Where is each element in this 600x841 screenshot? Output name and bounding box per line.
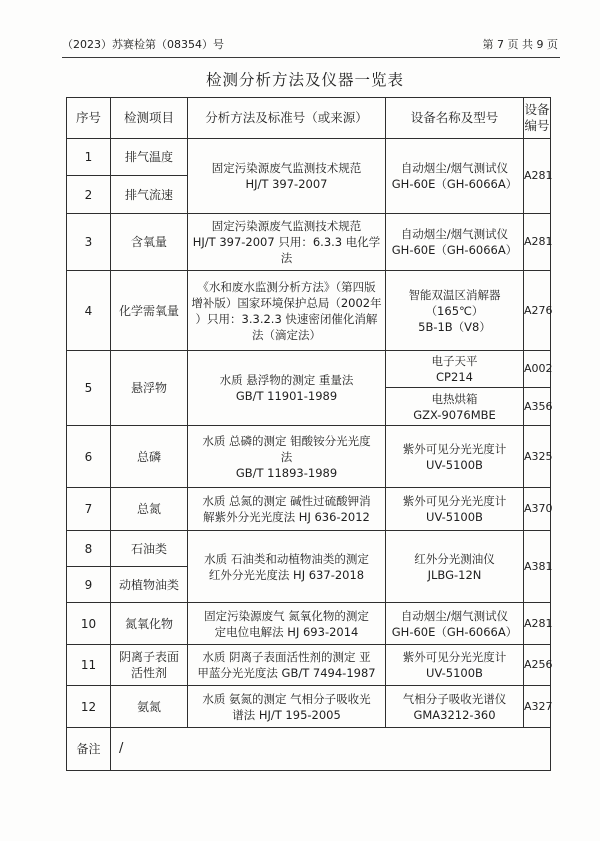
row-item [111,603,188,645]
row-item [111,488,188,531]
equipment-line: UV-5100B [426,666,483,680]
table-row [67,426,551,488]
remarks-label: 备注 [67,728,111,771]
row-item [111,531,188,567]
header-code-line: 设备 [524,102,550,117]
header-divider [62,57,560,58]
row-method [188,271,386,351]
equipment-line: UV-5100B [426,510,483,524]
row-method [188,645,386,686]
method-line: 固定污染源废气 氮氧化物的测定 [204,608,369,623]
page-number: 第 7 页 共 9 页 [482,38,558,51]
row-equipment [386,488,524,531]
row-equipment [386,645,524,686]
row-equipment [386,351,524,388]
equipment-line: 5B-1B（V8） [418,319,491,334]
method-line: GB/T 11893-1989 [235,465,338,480]
equipment-line: CP214 [436,370,473,384]
equipment-line: GH-60E（GH-6066A） [391,177,518,191]
row-equipment [386,426,524,488]
equipment-line: GH-60E（GH-6066A） [391,624,518,639]
row-no: 9 [67,567,111,603]
table-row [67,271,551,351]
remarks-value: / [111,728,551,771]
item-line: 悬浮物 [130,381,167,395]
row-code: A370 [524,488,551,531]
row-code: A381 [524,531,551,603]
table-row [67,214,551,271]
row-no: 12 [67,686,111,728]
item-line: 活性剂 [130,666,167,680]
method-line: 法（滴定法） [252,327,321,342]
item-line: 动植物油类 [118,577,179,592]
table-row [67,351,551,388]
equipment-line: 自动烟尘/烟气测试仪 [400,161,509,175]
row-method [188,686,386,728]
row-code: A281 [524,603,551,645]
header-equipment: 设备名称及型号 [386,98,524,139]
equipment-line: JLBG-12N [427,567,482,582]
row-code: A002 [524,351,551,388]
row-method [188,488,386,531]
equipment-line: 紫外可见分光光度计 [402,650,507,664]
row-item [111,645,188,686]
header-item: 检测项目 [111,98,188,139]
equipment-line: （165℃） [425,303,484,318]
row-code: A281 [524,214,551,271]
method-line: 谱法 HJ/T 195-2005 [232,707,341,722]
row-item [111,176,188,214]
method-line: 增补版）国家环境保护总局（2002年 [191,295,382,310]
equipment-line: 自动烟尘/烟气测试仪 [400,227,509,241]
row-equipment [386,603,524,645]
row-code: A281 [524,139,551,214]
row-item [111,426,188,488]
row-code: A327 [524,686,551,728]
method-instrument-table [66,97,551,771]
row-item [111,139,188,176]
row-equipment [386,531,524,603]
row-item [111,214,188,271]
table-row [67,686,551,728]
method-line: 《水和废水监测分析方法》（第四版 [197,279,376,294]
method-line: 水质 总氮的测定 碱性过硫酸钾消 [202,494,371,508]
row-code: A276 [524,271,551,351]
table-row [67,645,551,686]
row-code: A356 [524,388,551,426]
row-code: A325 [524,426,551,488]
method-line: 红外分光光度法 HJ 637-2018 [208,567,365,582]
header-no: 序号 [67,98,111,139]
row-method [188,139,386,214]
equipment-line: GMA3212-360 [413,707,496,722]
header-code [524,98,551,139]
method-line: 水质 石油类和动植物油类的测定 [204,551,369,566]
row-method [188,214,386,271]
item-line: 排气温度 [124,150,173,164]
method-line: 定电位电解法 HJ 693-2014 [214,624,359,639]
header-method: 分析方法及标准号（或来源） [188,98,386,139]
row-item [111,567,188,603]
equipment-line: 红外分光测油仪 [414,551,495,566]
table-row [67,531,551,567]
method-line: 法 [280,251,293,265]
row-no: 2 [67,176,111,214]
row-no: 10 [67,603,111,645]
equipment-line: 智能双温区消解器 [408,287,501,302]
item-line: 氨氮 [136,699,161,714]
row-equipment [386,271,524,351]
equipment-line: 紫外可见分光光度计 [402,494,507,508]
row-method [188,531,386,603]
equipment-line: 气相分子吸收光谱仪 [402,691,507,706]
method-line: GB/T 11901-1989 [235,389,338,403]
row-method [188,603,386,645]
method-line: 甲蓝分光光度法 GB/T 7494-1987 [197,666,376,680]
table-header-row [67,98,551,139]
equipment-line: 电热烘箱 [431,391,478,406]
row-no: 4 [67,271,111,351]
item-line: 总磷 [136,449,161,464]
remarks-row [67,728,551,771]
method-line: ）只用：3.3.2.3 快速密闭催化消解 [195,311,378,326]
row-method [188,351,386,426]
method-line: 水质 总磷的测定 钼酸铵分光光度 [202,433,371,448]
item-line: 含氧量 [130,235,167,249]
row-no: 5 [67,351,111,426]
method-line: 水质 阴离子表面活性剂的测定 亚 [202,650,371,664]
table-row [67,603,551,645]
row-no: 7 [67,488,111,531]
row-no: 6 [67,426,111,488]
method-line: 固定污染源废气监测技术规范 [211,161,362,175]
row-no: 8 [67,531,111,567]
header-code-line: 编号 [524,118,550,133]
equipment-line: GH-60E（GH-6066A） [391,243,518,257]
item-line: 排气流速 [124,187,173,202]
method-line: 固定污染源废气监测技术规范 [211,219,362,233]
method-line: 解紫外分光光度法 HJ 636-2012 [203,510,370,524]
method-line: 水质 氨氮的测定 气相分子吸收光 [202,691,371,706]
item-line: 氮氧化物 [124,616,173,631]
row-equipment [386,139,524,214]
equipment-line: 电子天平 [431,354,478,368]
row-no: 11 [67,645,111,686]
table-row [67,488,551,531]
row-method [188,426,386,488]
row-item [111,351,188,426]
table-row [67,139,551,176]
row-no: 1 [67,139,111,176]
item-line: 总氮 [136,502,161,516]
row-equipment [386,686,524,728]
row-item [111,271,188,351]
row-item [111,686,188,728]
report-number: （2023）苏赛检第（08354）号 [62,38,224,51]
method-line: HJ/T 397-2007 [245,177,328,191]
equipment-line: 紫外可见分光光度计 [402,441,507,456]
item-line: 化学需氧量 [118,303,179,318]
table-title: 检测分析方法及仪器一览表 [205,71,404,89]
row-equipment [386,388,524,426]
equipment-line: GZX-9076MBE [413,407,496,422]
equipment-line: UV-5100B [426,457,483,472]
item-line: 石油类 [130,541,167,556]
row-no: 3 [67,214,111,271]
method-line: 法 [280,449,293,464]
equipment-line: 自动烟尘/烟气测试仪 [400,608,509,623]
item-line: 阴离子表面 [118,650,179,664]
method-line: HJ/T 397-2007 只用：6.3.3 电化学 [192,235,381,249]
row-code: A256 [524,645,551,686]
row-equipment [386,214,524,271]
method-line: 水质 悬浮物的测定 重量法 [219,373,354,387]
